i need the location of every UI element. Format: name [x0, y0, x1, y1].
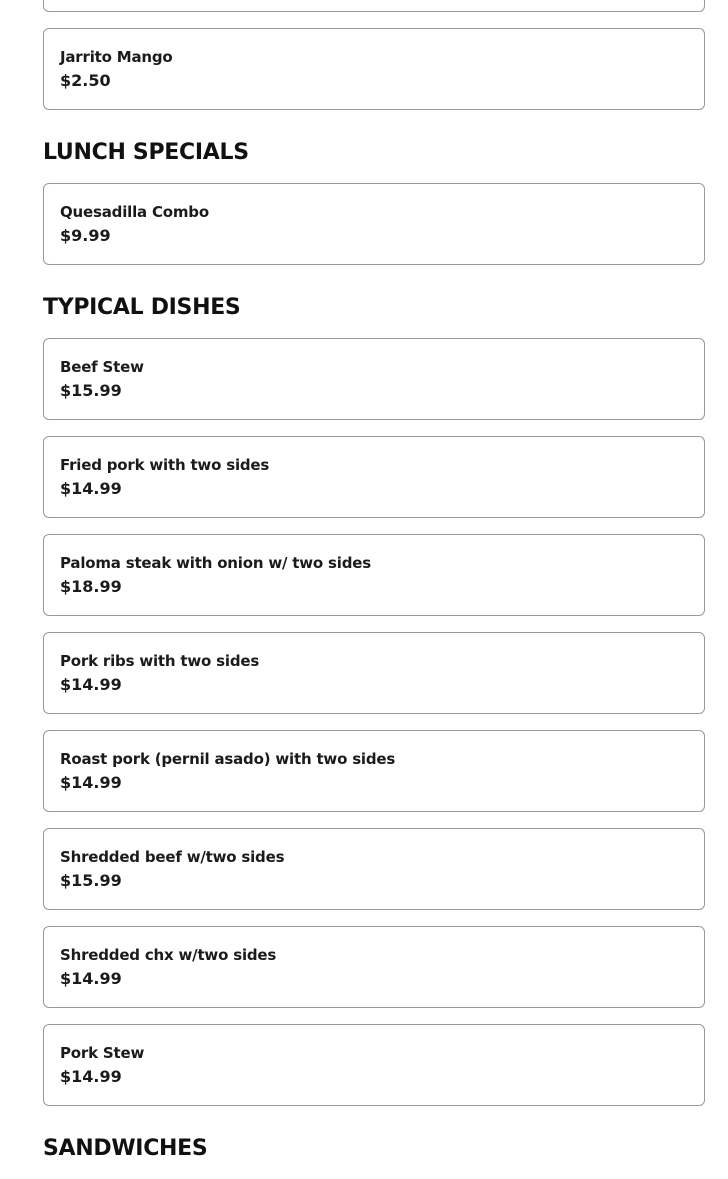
item-name: Paloma steak with onion w/ two sides	[60, 554, 371, 572]
section-title-lunch-specials: LUNCH SPECIALS	[43, 140, 249, 165]
item-name: Quesadilla Combo	[60, 203, 209, 221]
menu-item-card[interactable]	[43, 926, 705, 1008]
item-name: Shredded chx w/two sides	[60, 946, 277, 964]
menu-list	[43, 0, 705, 1179]
item-price: $2.50	[60, 71, 111, 90]
item-price: $9.99	[60, 226, 111, 245]
item-name: Pork ribs with two sides	[60, 652, 260, 670]
item-price: $14.99	[60, 479, 122, 498]
menu-item-card[interactable]	[43, 730, 705, 812]
item-price: $14.99	[60, 969, 122, 988]
item-price: $14.99	[60, 773, 122, 792]
menu-item-card[interactable]	[43, 534, 705, 616]
menu-item-card[interactable]	[43, 436, 705, 518]
section-title-typical-dishes: TYPICAL DISHES	[43, 295, 241, 320]
item-price: $18.99	[60, 577, 122, 596]
menu-item-card[interactable]	[43, 1024, 705, 1106]
menu-item-card[interactable]	[43, 632, 705, 714]
item-price: $15.99	[60, 871, 122, 890]
item-price: $15.99	[60, 381, 122, 400]
item-name: Pork Stew	[60, 1044, 145, 1062]
menu-item-card[interactable]	[43, 28, 705, 110]
item-name: Fried pork with two sides	[60, 456, 270, 474]
item-name: Roast pork (pernil asado) with two sides	[60, 750, 396, 768]
menu-item-card[interactable]	[43, 183, 705, 265]
section-title-sandwiches: SANDWICHES	[43, 1136, 208, 1161]
menu-item-card[interactable]	[43, 338, 705, 420]
menu-item-card[interactable]	[43, 828, 705, 910]
item-price: $14.99	[60, 1067, 122, 1086]
item-name: Shredded beef w/two sides	[60, 848, 285, 866]
item-name: Beef Stew	[60, 358, 144, 376]
item-name: Jarrito Mango	[60, 48, 173, 66]
item-price: $14.99	[60, 675, 122, 694]
menu-item-card[interactable]	[43, 0, 705, 12]
